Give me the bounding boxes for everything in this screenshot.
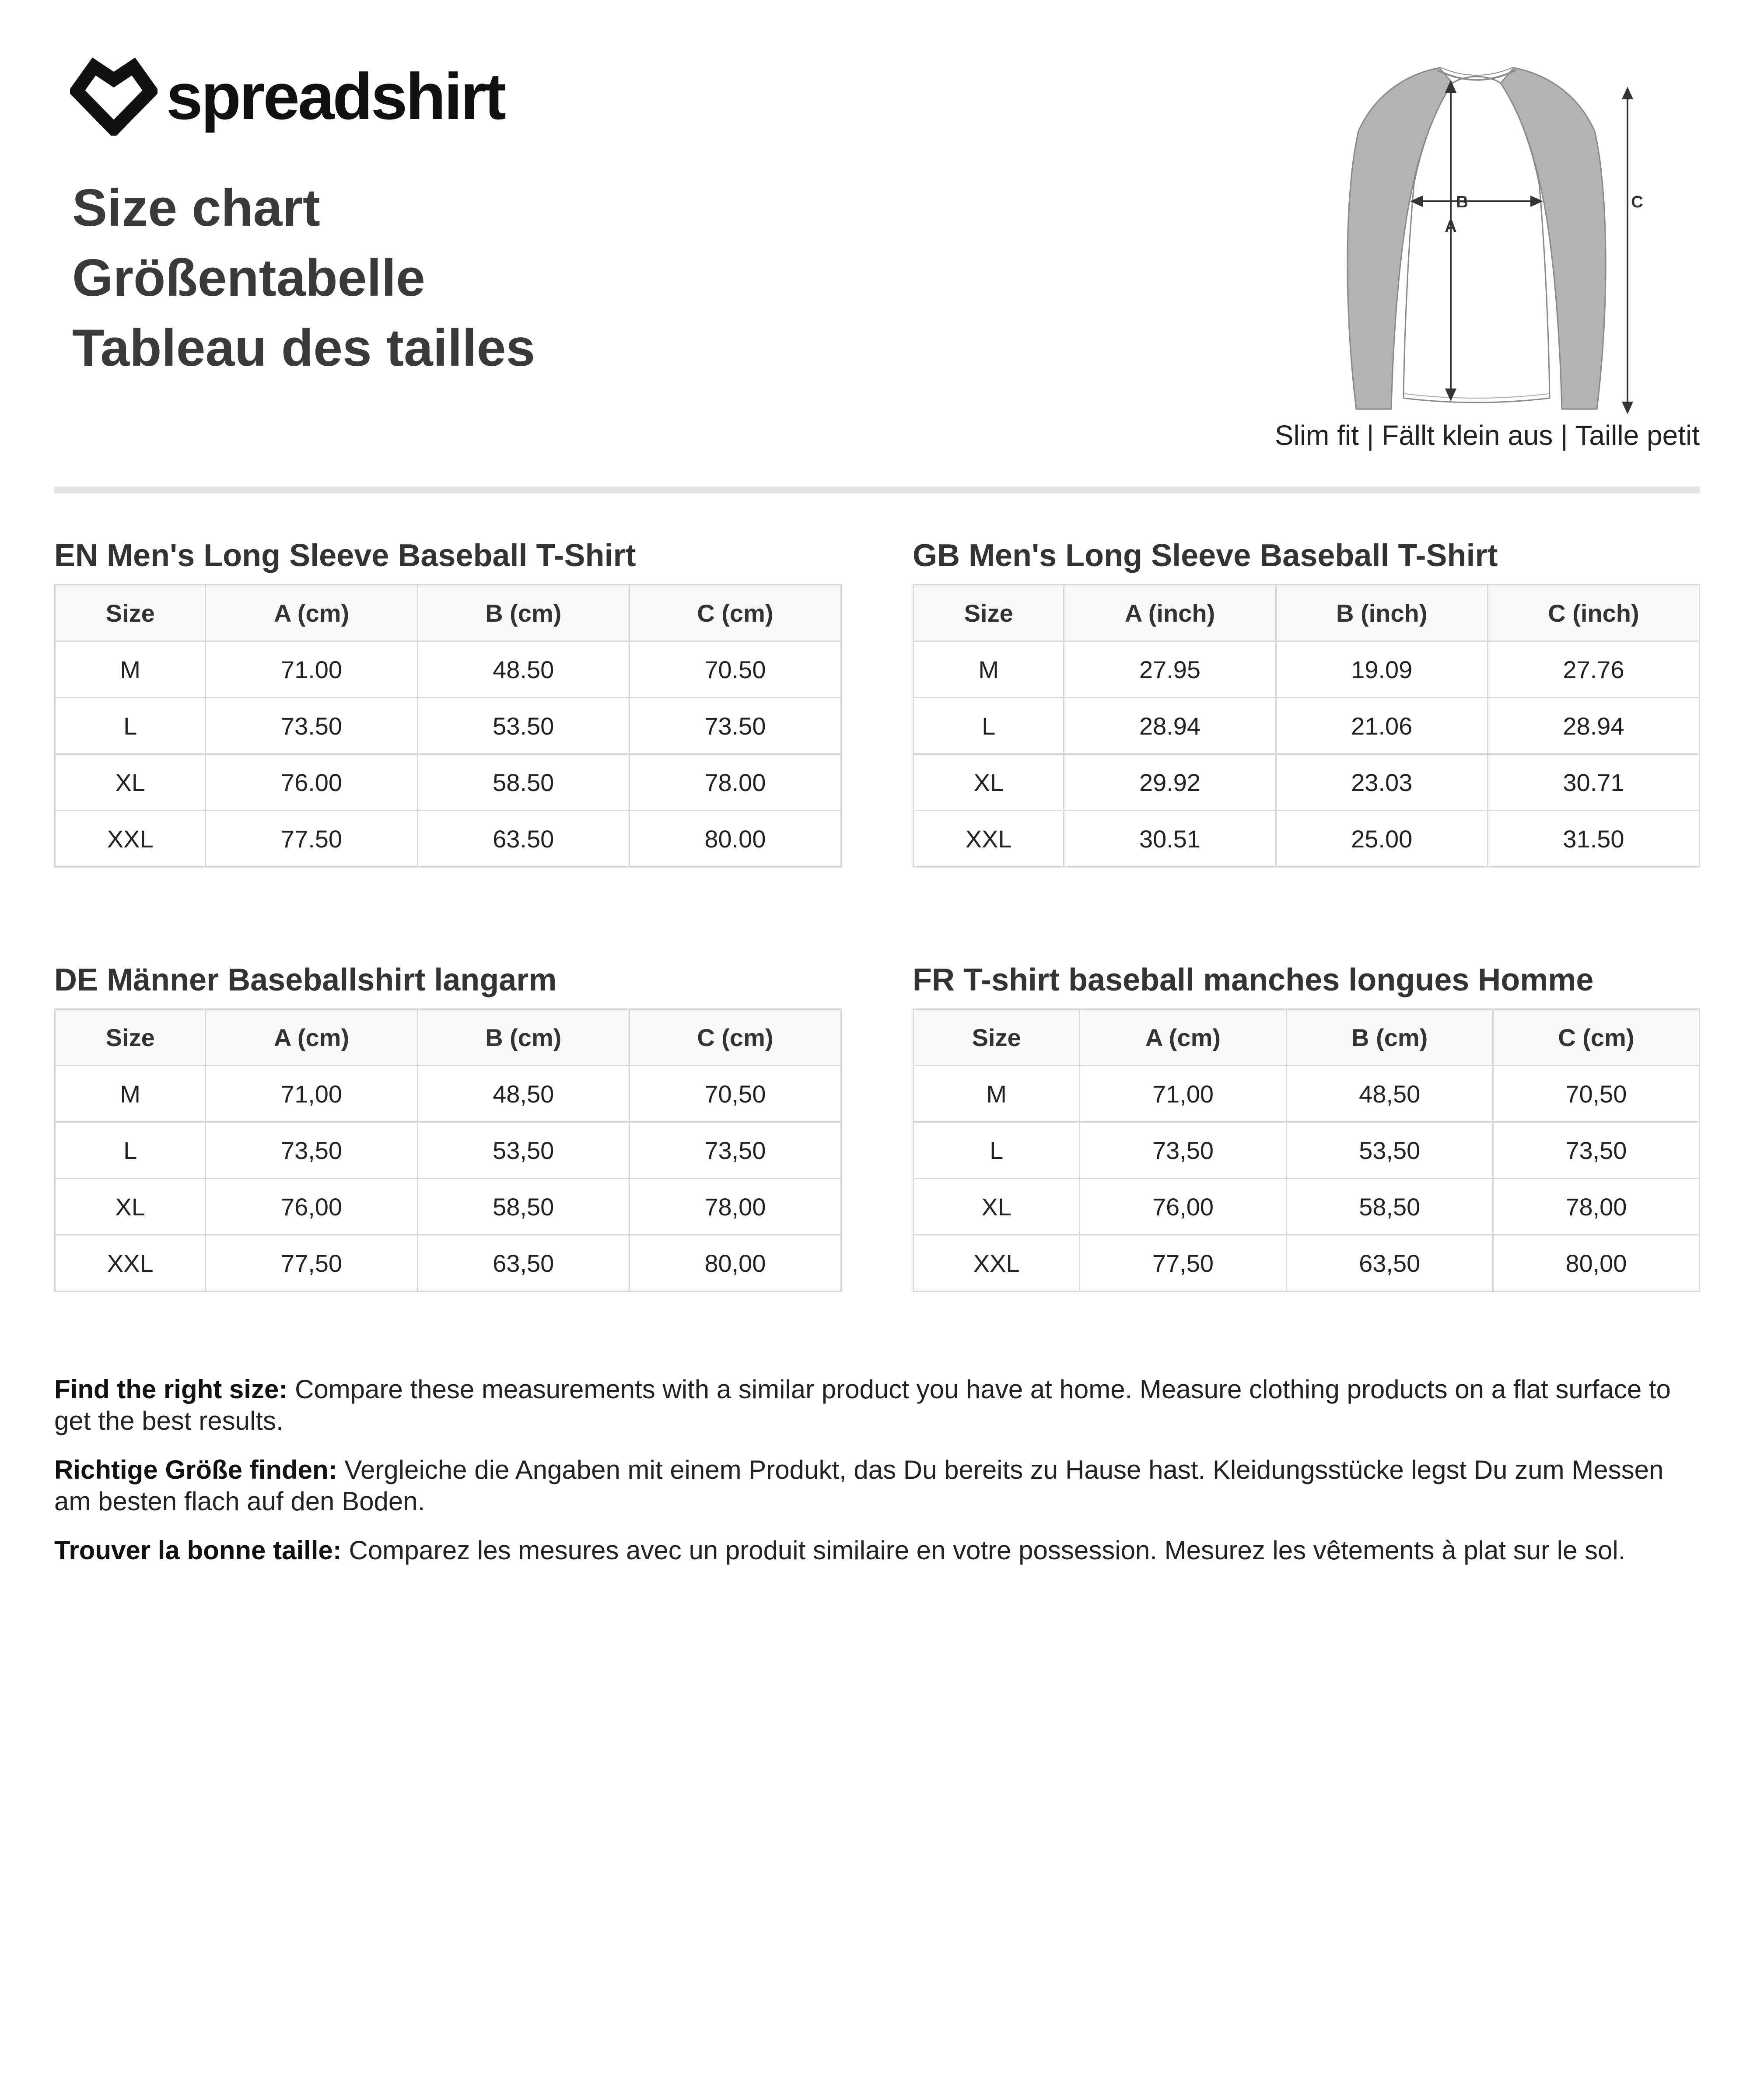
header-size: Size	[55, 1009, 206, 1066]
table-header-row	[914, 585, 1700, 641]
header-b: B (cm)	[417, 1009, 629, 1066]
cell-a: 71.00	[206, 641, 417, 698]
cell-b: 21.06	[1276, 698, 1488, 754]
cell-size: XXL	[914, 1235, 1080, 1292]
note-text: Compare these measurements with a similar product you have at home. Measure clothing products on a flat surface to get the best results.	[54, 1375, 1671, 1435]
table-title: GB Men's Long Sleeve Baseball T-Shirt	[913, 538, 1498, 573]
table-row	[55, 698, 841, 754]
header-size: Size	[914, 1009, 1080, 1066]
cell-c: 70.50	[629, 641, 841, 698]
size-table-gb	[913, 536, 1700, 868]
header-c: C (inch)	[1488, 585, 1699, 641]
page-titles	[72, 173, 535, 383]
heart-logo-icon	[70, 57, 158, 136]
cell-c: 70,50	[1493, 1066, 1699, 1122]
cell-c: 80.00	[629, 811, 841, 867]
cell-c: 28.94	[1488, 698, 1699, 754]
note-de	[54, 1454, 1704, 1517]
cell-size: XXL	[914, 811, 1064, 867]
cell-size: XL	[914, 1179, 1080, 1235]
cell-c: 30.71	[1488, 754, 1699, 811]
brand-name: spreadshirt	[166, 60, 504, 133]
header-a: A (cm)	[1080, 1009, 1286, 1066]
table-row	[55, 1122, 841, 1179]
table-row	[914, 754, 1700, 811]
note-label: Find the right size:	[54, 1375, 288, 1404]
table-row	[914, 1066, 1700, 1122]
cell-c: 73.50	[629, 698, 841, 754]
cell-a: 77,50	[206, 1235, 417, 1292]
shirt-measurement-diagram	[1339, 57, 1654, 416]
header-size: Size	[55, 585, 206, 641]
table-row	[55, 811, 841, 867]
measure-c-arrow	[1623, 89, 1632, 412]
header-b: B (inch)	[1276, 585, 1488, 641]
cell-a: 29.92	[1064, 754, 1276, 811]
cell-size: M	[55, 641, 206, 698]
cell-a: 30.51	[1064, 811, 1276, 867]
table-title: DE Männer Baseballshirt langarm	[54, 962, 557, 998]
header-c: C (cm)	[629, 1009, 841, 1066]
header-b: B (cm)	[417, 585, 629, 641]
cell-size: XL	[914, 754, 1064, 811]
header-a: A (cm)	[206, 1009, 417, 1066]
note-label: Richtige Größe finden:	[54, 1455, 337, 1484]
measure-a-label: A	[1445, 217, 1457, 236]
table-header-row	[55, 585, 841, 641]
cell-b: 58,50	[1286, 1179, 1493, 1235]
cell-c: 80,00	[1493, 1235, 1699, 1292]
table-row	[55, 1235, 841, 1292]
cell-size: XL	[55, 1179, 206, 1235]
cell-c: 80,00	[629, 1235, 841, 1292]
cell-a: 77.50	[206, 811, 417, 867]
cell-a: 76,00	[1080, 1179, 1286, 1235]
table-row	[914, 641, 1700, 698]
cell-c: 78,00	[1493, 1179, 1699, 1235]
title-en: Size chart	[72, 178, 320, 237]
cell-b: 63,50	[417, 1235, 629, 1292]
note-label: Trouver la bonne taille:	[54, 1536, 342, 1565]
cell-size: L	[55, 698, 206, 754]
cell-c: 27.76	[1488, 641, 1699, 698]
table-title: FR T-shirt baseball manches longues Homme	[913, 962, 1594, 998]
note-en	[54, 1374, 1704, 1437]
cell-b: 23.03	[1276, 754, 1488, 811]
cell-a: 28.94	[1064, 698, 1276, 754]
table-header-row	[914, 1009, 1700, 1066]
measure-c-label: C	[1631, 193, 1643, 211]
cell-c: 70,50	[629, 1066, 841, 1122]
table-row	[914, 698, 1700, 754]
cell-size: XXL	[55, 1235, 206, 1292]
fit-note: Slim fit | Fällt klein aus | Taille petit	[1274, 420, 1700, 451]
note-text: Comparez les mesures avec un produit similaire en votre possession. Mesurez les vêtements à plat sur le sol.	[349, 1536, 1626, 1565]
cell-b: 63,50	[1286, 1235, 1493, 1292]
size-table-fr	[913, 960, 1700, 1292]
cell-a: 73.50	[206, 698, 417, 754]
section-divider	[54, 486, 1700, 494]
table-title: EN Men's Long Sleeve Baseball T-Shirt	[54, 538, 636, 573]
header-a: A (inch)	[1064, 585, 1276, 641]
size-table	[913, 1008, 1700, 1292]
cell-a: 77,50	[1080, 1235, 1286, 1292]
cell-c: 31.50	[1488, 811, 1699, 867]
size-table	[54, 1008, 842, 1292]
cell-c: 73,50	[1493, 1122, 1699, 1179]
cell-b: 48,50	[1286, 1066, 1493, 1122]
cell-size: XXL	[55, 811, 206, 867]
cell-size: L	[55, 1122, 206, 1179]
cell-size: M	[55, 1066, 206, 1122]
table-row	[55, 1066, 841, 1122]
cell-a: 27.95	[1064, 641, 1276, 698]
size-table-de	[54, 960, 842, 1292]
header-a: A (cm)	[206, 585, 417, 641]
cell-size: L	[914, 1122, 1080, 1179]
header-size: Size	[914, 585, 1064, 641]
cell-b: 53,50	[417, 1122, 629, 1179]
title-fr: Tableau des tailles	[72, 318, 536, 377]
size-table	[54, 584, 842, 868]
header-b: B (cm)	[1286, 1009, 1493, 1066]
cell-a: 73,50	[1080, 1122, 1286, 1179]
table-row	[914, 1179, 1700, 1235]
cell-b: 19.09	[1276, 641, 1488, 698]
brand-logo	[70, 57, 504, 136]
cell-size: M	[914, 1066, 1080, 1122]
table-row	[914, 811, 1700, 867]
cell-size: M	[914, 641, 1064, 698]
size-table-en	[54, 536, 842, 868]
table-row	[55, 1179, 841, 1235]
table-row	[914, 1235, 1700, 1292]
cell-a: 71,00	[206, 1066, 417, 1122]
cell-b: 63.50	[417, 811, 629, 867]
cell-a: 76,00	[206, 1179, 417, 1235]
header-c: C (cm)	[1493, 1009, 1699, 1066]
header-c: C (cm)	[629, 585, 841, 641]
cell-b: 58.50	[417, 754, 629, 811]
cell-a: 76.00	[206, 754, 417, 811]
note-fr	[54, 1535, 1704, 1566]
cell-a: 73,50	[206, 1122, 417, 1179]
cell-a: 71,00	[1080, 1066, 1286, 1122]
measurement-notes	[54, 1374, 1704, 1584]
title-de: Größentabelle	[72, 248, 425, 307]
size-table	[913, 584, 1700, 868]
cell-c: 73,50	[629, 1122, 841, 1179]
cell-size: L	[914, 698, 1064, 754]
cell-b: 25.00	[1276, 811, 1488, 867]
table-row	[55, 754, 841, 811]
cell-b: 48,50	[417, 1066, 629, 1122]
cell-b: 48.50	[417, 641, 629, 698]
measure-b-label: B	[1456, 193, 1468, 211]
cell-size: XL	[55, 754, 206, 811]
cell-b: 53,50	[1286, 1122, 1493, 1179]
cell-c: 78.00	[629, 754, 841, 811]
cell-b: 58,50	[417, 1179, 629, 1235]
table-row	[55, 641, 841, 698]
raglan-shirt-icon	[1348, 67, 1606, 409]
table-header-row	[55, 1009, 841, 1066]
cell-b: 53.50	[417, 698, 629, 754]
note-text: Vergleiche die Angaben mit einem Produkt, das Du bereits zu Hause hast. Kleidungsstücke legst Du zum Messen am besten flach auf den Boden.	[54, 1455, 1664, 1516]
cell-c: 78,00	[629, 1179, 841, 1235]
table-row	[914, 1122, 1700, 1179]
